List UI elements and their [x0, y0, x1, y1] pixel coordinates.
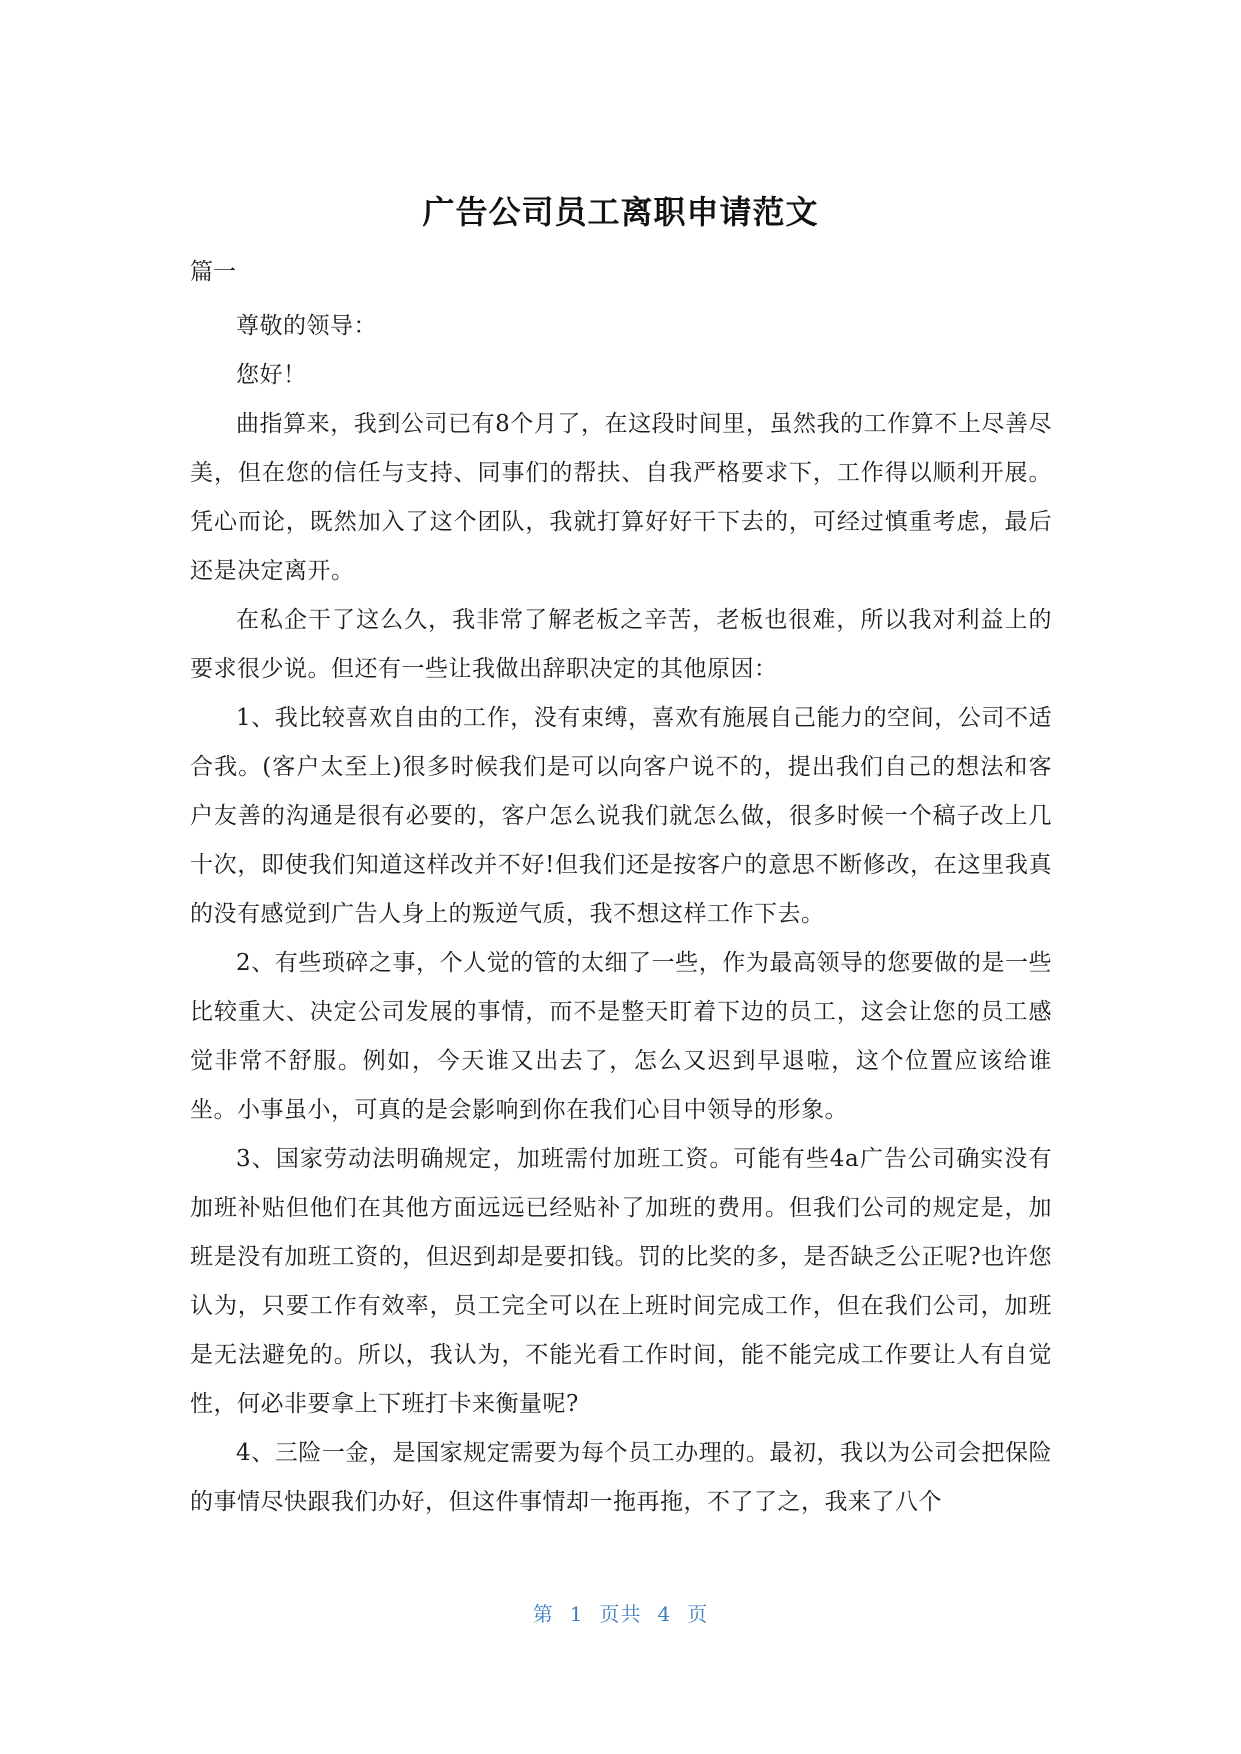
- greeting: 您好！: [236, 362, 307, 388]
- total-pages-number: 4: [657, 1602, 672, 1626]
- document-title: 广告公司员工离职申请范文: [422, 193, 819, 231]
- body-paragraph: 曲指算来，我到公司已有8个月了，在这段时间里，虽然我的工作算不上尽善尽美，但在您的信任与支持、同事们的帮扶、自我严格要求下，工作得以顺利开展。凭心而论，既然加入了这个团队，我就打算好好干下去的，可经过慎重考虑，最后还是决定离开。: [190, 411, 1052, 584]
- body-paragraph: 在私企干了这么久，我非常了解老板之辛苦，老板也很难，所以我对利益上的要求很少说。但还有一些让我做出辞职决定的其他原因：: [190, 607, 1052, 682]
- reason-paragraph-1: 1、我比较喜欢自由的工作，没有束缚，喜欢有施展自己能力的空间，公司不适合我。(客户太至上)很多时候我们是可以向客户说不的，提出我们自己的想法和客户友善的沟通是很有必要的，客户怎么说我们就怎么做，很多时候一个稿子改上几十次，即使我们知道这样改并不好!但我们还是按客户的意思不断修改，在这里我真的没有感觉到广告人身上的叛逆气质，我不想这样工作下去。: [190, 705, 1052, 927]
- reason-paragraph-3: 3、国家劳动法明确规定，加班需付加班工资。可能有些4a广告公司确实没有加班补贴但他们在其他方面远远已经贴补了加班的费用。但我们公司的规定是，加班是没有加班工资的，但迟到却是要扣钱。罚的比奖的多，是否缺乏公正呢?也许您认为，只要工作有效率，员工完全可以在上班时间完成工作，但在我们公司，加班是无法避免的。所以，我认为，不能光看工作时间，能不能完成工作要让人有自觉性，何必非要拿上下班打卡来衡量呢?: [190, 1146, 1052, 1417]
- footer-suffix: 页: [687, 1602, 709, 1626]
- section-label: 篇一: [190, 259, 236, 285]
- salutation: 尊敬的领导：: [236, 313, 377, 339]
- page-footer: [0, 1598, 1241, 1627]
- reason-paragraph-4: 4、三险一金，是国家规定需要为每个员工办理的。最初，我以为公司会把保险的事情尽快跟我们办好，但这件事情却一拖再拖，不了了之，我来了八个: [190, 1440, 1052, 1515]
- reason-paragraph-2: 2、有些琐碎之事，个人觉的管的太细了一些，作为最高领导的您要做的是一些比较重大、决定公司发展的事情，而不是整天盯着下边的员工，这会让您的员工感觉非常不舒服。例如，今天谁又出去了，怎么又迟到早退啦，这个位置应该给谁坐。小事虽小，可真的是会影响到你在我们心目中领导的形象。: [190, 950, 1052, 1123]
- current-page-number: 1: [569, 1602, 584, 1626]
- footer-prefix: 第: [532, 1602, 554, 1626]
- footer-middle: 页共: [599, 1602, 642, 1626]
- document-body: [190, 252, 1052, 1527]
